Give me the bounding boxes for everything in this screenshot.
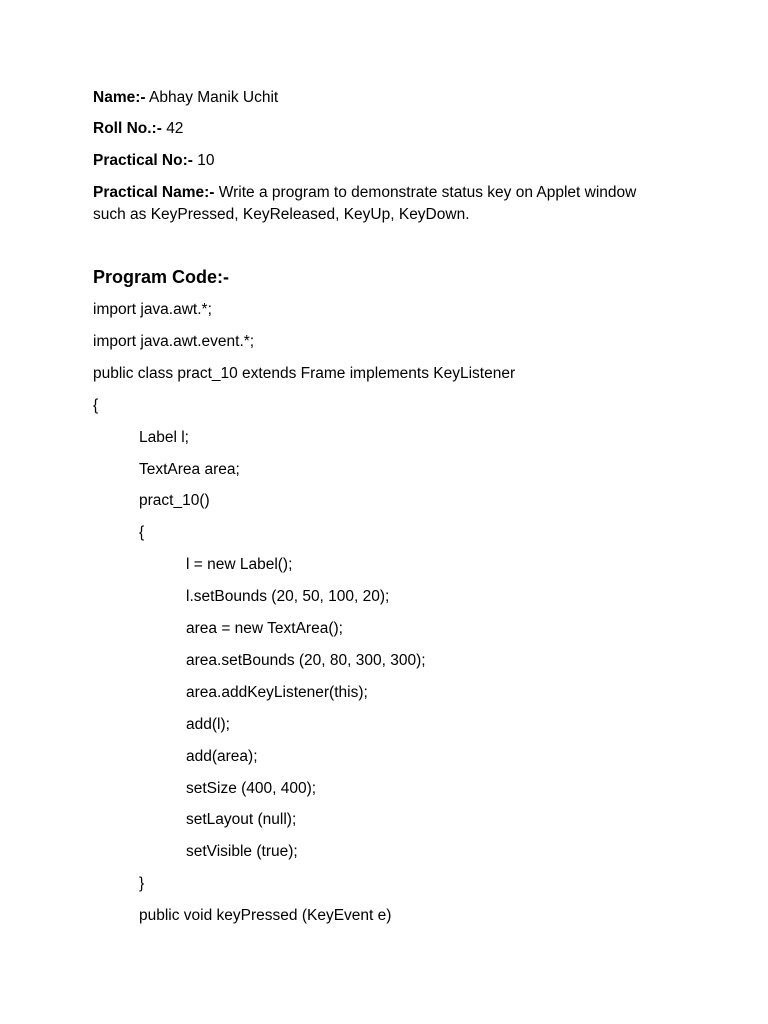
code-line: { <box>93 397 99 414</box>
code-line: area.addKeyListener(this); <box>186 684 368 701</box>
code-line: pract_10() <box>139 492 210 509</box>
code-line: setLayout (null); <box>186 811 297 828</box>
code-line: setVisible (true); <box>186 843 298 860</box>
code-line: public class pract_10 extends Frame implements KeyListener <box>93 365 516 382</box>
roll-number-line <box>93 118 183 140</box>
code-line: public void keyPressed (KeyEvent e) <box>139 907 392 924</box>
practical-no-label: Practical No:- <box>93 152 193 169</box>
code-line: { <box>139 524 145 541</box>
student-name-line <box>93 87 278 109</box>
practical-name-label: Practical Name:- <box>93 184 215 201</box>
practical-name-paragraph <box>93 182 653 226</box>
code-line: import java.awt.event.*; <box>93 333 255 350</box>
code-line: area.setBounds (20, 80, 300, 300); <box>186 652 426 669</box>
practical-no-value: 10 <box>197 152 215 169</box>
code-line: Label l; <box>139 429 189 446</box>
code-line: TextArea area; <box>139 461 240 478</box>
code-line: } <box>139 875 145 892</box>
code-line: area = new TextArea(); <box>186 620 343 637</box>
practical-number-line <box>93 150 214 172</box>
code-line: import java.awt.*; <box>93 301 212 318</box>
roll-value: 42 <box>166 120 184 137</box>
code-line: l = new Label(); <box>186 556 293 573</box>
code-line: setSize (400, 400); <box>186 780 317 797</box>
name-value: Abhay Manik Uchit <box>149 89 279 106</box>
practical-name-value: Write a program to demonstrate status key on Applet window such as KeyPressed, KeyReleased, KeyUp, KeyDown. <box>93 184 637 223</box>
code-line: add(area); <box>186 748 258 765</box>
code-line: add(l); <box>186 716 230 733</box>
program-code-heading: Program Code:- <box>93 267 230 287</box>
roll-label: Roll No.:- <box>93 120 162 137</box>
name-label: Name:- <box>93 89 146 106</box>
code-line: l.setBounds (20, 50, 100, 20); <box>186 588 390 605</box>
